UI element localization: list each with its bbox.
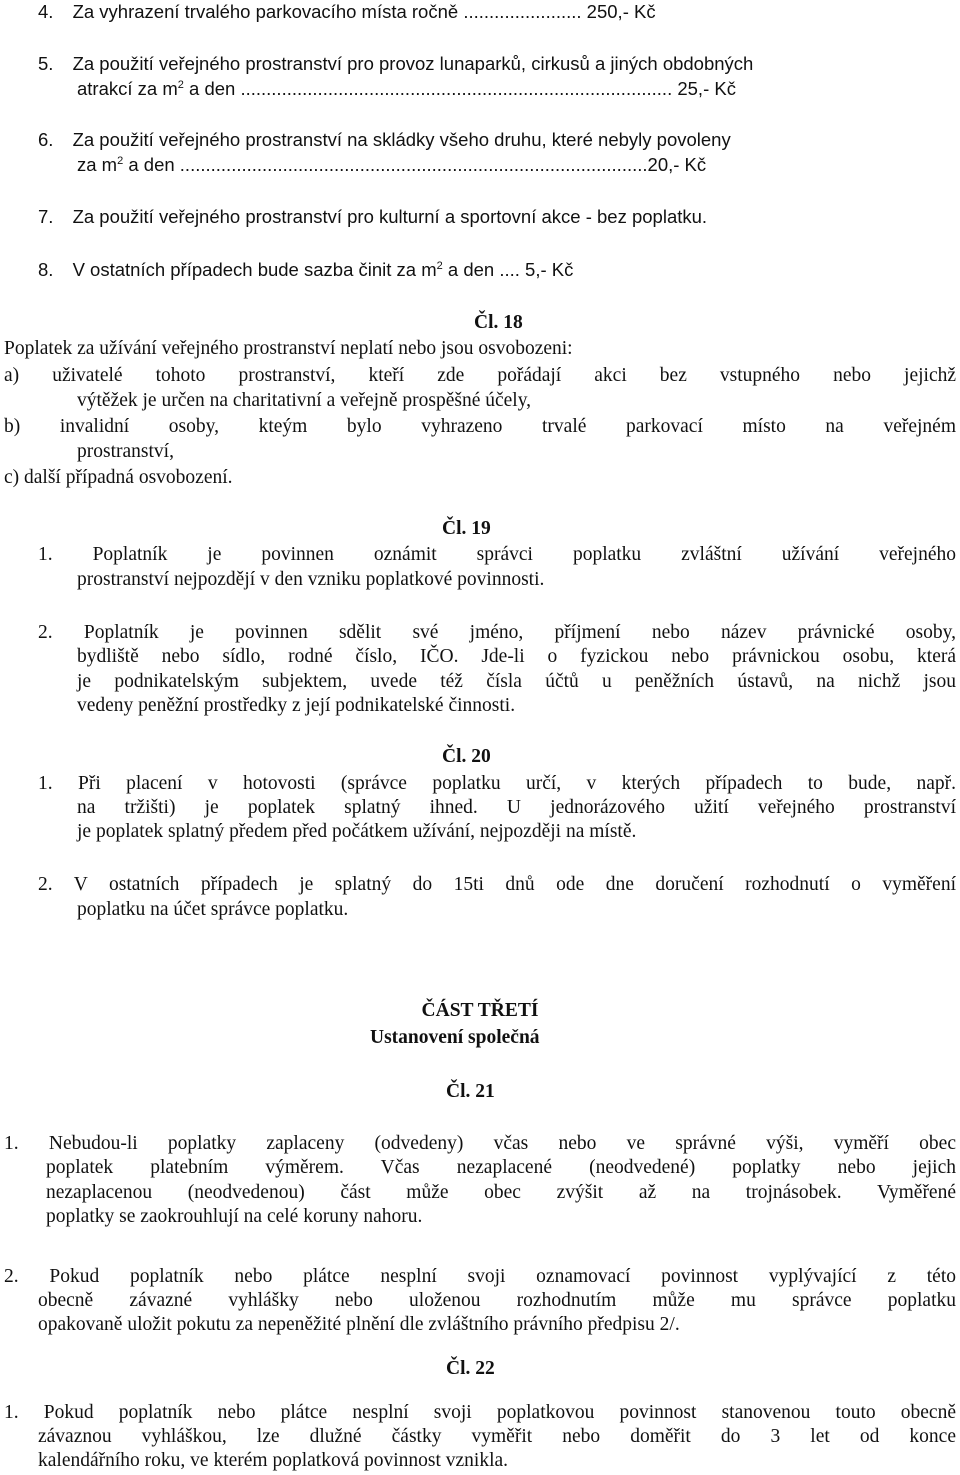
article-18-item-b-line2: prostranství, — [77, 441, 174, 462]
item-5-number: 5. — [38, 53, 54, 74]
item-5-dots: .................................................................................... — [235, 78, 673, 99]
article-18-intro: Poplatek za užívání veřejného prostranství neplatí nebo jsou osvobozeni: — [4, 338, 573, 359]
article-20-p2-line2: poplatku na účet správce poplatku. — [77, 899, 349, 920]
item-6-dots: ........................................................................................... — [174, 154, 648, 175]
article-18-item-a-line2: výtěžek je určen na charitativní a veřejně prospěšné účely, — [77, 390, 532, 411]
item-6-line2-text-b: a den — [123, 154, 175, 175]
item-6-superscript: 2 — [117, 154, 124, 167]
item-5-line2-text: atrakcí za m — [77, 78, 178, 99]
article-21-p1-line1: 1. Nebudou-li poplatky zaplaceny (odvedeny) včas nebo ve správné výši, vyměří obec — [4, 1133, 956, 1154]
item-4-amount: 250,- Kč — [581, 1, 656, 22]
article-19-p2-line4: vedeny peněžní prostředky z její podnikatelské činnosti. — [77, 695, 516, 716]
article-22-heading: Čl. 22 — [446, 1358, 495, 1379]
item-7-number: 7. — [38, 206, 54, 227]
item-4 — [38, 0, 656, 24]
item-4-dots: ....................... — [458, 1, 582, 22]
item-8-amount: 5,- Kč — [519, 259, 574, 280]
part-three-title: ČÁST TŘETÍ — [421, 1000, 539, 1021]
article-18-item-c: c) další případná osvobození. — [4, 467, 233, 488]
item-7 — [38, 205, 707, 229]
article-20-p1-line1: 1. Při placení v hotovosti (správce poplatku určí, v kterých případech to bude, např. — [38, 773, 956, 794]
article-21-p1-line4: poplatky se zaokrouhlují na celé koruny nahoru. — [46, 1206, 423, 1227]
item-5-amount: 25,- Kč — [672, 78, 736, 99]
item-6-line2 — [77, 153, 706, 177]
part-three-subtitle: Ustanovení společná — [370, 1027, 540, 1048]
article-22-p1-line3: kalendářního roku, ve kterém poplatková povinnost vznikla. — [38, 1450, 509, 1471]
item-8-text: V ostatních případech bude sazba činit za m — [72, 259, 437, 280]
item-5-line2 — [77, 77, 736, 101]
item-4-text: Za vyhrazení trvalého parkovacího místa ročně — [72, 1, 459, 22]
item-8-dots: .... — [494, 259, 520, 280]
item-6-amount: 20,- Kč — [647, 154, 707, 175]
article-18-item-a-line1: a) uživatelé tohoto prostranství, kteří zde pořádají akci bez vstupného nebo jejichž — [4, 365, 956, 386]
item-7-text: Za použití veřejného prostranství pro kulturní a sportovní akce - bez poplatku. — [72, 206, 708, 227]
article-19-p2-line3: je podnikatelským subjektem, uvede též čísla účtů u peněžních ústavů, na nichž jsou — [77, 671, 956, 692]
article-20-p2-line1: 2. V ostatních případech je splatný do 15ti dnů ode dne doručení rozhodnutí o vyměření — [38, 874, 956, 895]
article-21-p2-line3: opakovaně uložit pokutu za nepeněžité plnění dle zvláštního právního předpisu 2/. — [38, 1314, 680, 1335]
article-22-p1-line2: závaznou vyhláškou, lze dlužné částky vyměřit nebo doměřit do 3 let od konce — [38, 1426, 956, 1447]
item-8 — [38, 258, 573, 282]
article-21-p2-line2: obecně závazné vyhlášky nebo uloženou rozhodnutím může mu správce poplatku — [38, 1290, 956, 1311]
article-19-p2-line2: bydliště nebo sídlo, rodné číslo, IČO. Jde-li o fyzickou nebo právnickou osobu, která — [77, 646, 956, 667]
item-8-superscript: 2 — [436, 259, 443, 272]
article-21-p2-line1: 2. Pokud poplatník nebo plátce nesplní svoji oznamovací povinnost vyplývající z této — [4, 1266, 956, 1287]
article-19-p2-line1: 2. Poplatník je povinnen sdělit své jméno, příjmení nebo název právnické osoby, — [38, 622, 956, 643]
article-19-heading: Čl. 19 — [442, 518, 491, 539]
item-5-line2-text-b: a den — [183, 78, 236, 99]
article-18-item-b-line1: b) invalidní osoby, kteým bylo vyhrazeno trvalé parkovací místo na veřejném — [4, 416, 956, 437]
item-8-number: 8. — [38, 259, 54, 280]
article-18-heading: Čl. 18 — [474, 312, 523, 333]
item-6-number: 6. — [38, 129, 54, 150]
article-20-heading: Čl. 20 — [442, 746, 491, 767]
article-22-p1-line1: 1. Pokud poplatník nebo plátce nesplní svoji poplatkovou povinnost stanovenou touto obecně — [4, 1402, 956, 1423]
article-21-heading: Čl. 21 — [446, 1081, 495, 1102]
item-5-line1 — [38, 52, 753, 76]
item-6-text: Za použití veřejného prostranství na skládky všeho druhu, které nebyly povoleny — [72, 129, 731, 150]
article-21-p1-line2: poplatek platebním výměrem. Včas nezaplacené (neodvedené) poplatky nebo jejich — [46, 1157, 956, 1178]
article-19-p1-line2: prostranství nejpozdějí v den vzniku poplatkové povinnosti. — [77, 569, 545, 590]
item-5-text: Za použití veřejného prostranství pro provoz lunaparků, cirkusů a jiných obdobných — [72, 53, 754, 74]
item-6-line1 — [38, 128, 731, 152]
item-5-superscript: 2 — [177, 78, 184, 91]
item-8-text-b: a den — [442, 259, 495, 280]
item-4-number: 4. — [38, 1, 54, 22]
article-19-p1-line1: 1. Poplatník je povinnen oznámit správci poplatku zvláštní užívání veřejného — [38, 544, 956, 565]
article-20-p1-line3: je poplatek splatný předem před počátkem užívání, nejpozději na místě. — [77, 821, 637, 842]
article-21-p1-line3: nezaplacenou (neodvedenou) část může obec zvýšit až na trojnásobek. Vyměřené — [46, 1182, 956, 1203]
item-6-line2-text: za m — [77, 154, 118, 175]
article-20-p1-line2: na tržišti) je poplatek splatný ihned. U jednorázového užití veřejného prostranství — [77, 797, 956, 818]
